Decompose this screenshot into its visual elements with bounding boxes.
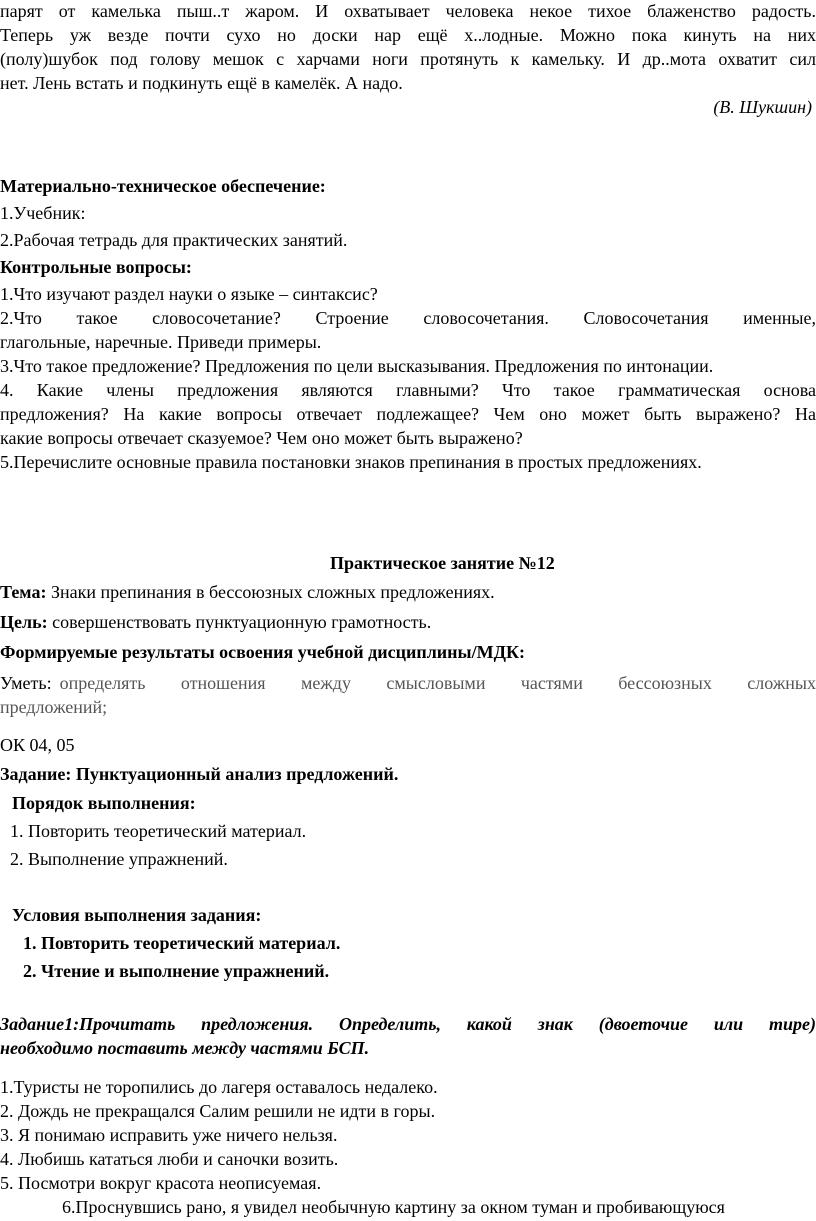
conditions-heading: Условия выполнения задания:: [12, 905, 262, 925]
question-line-7: какие вопросы отвечает сказуемое? Чем оно может быть выражено?: [0, 428, 523, 448]
skill-text-2: предложений;: [0, 697, 108, 717]
task-heading: Задание: Пунктуационный анализ предложений.: [0, 764, 399, 784]
skill-text-1: определять отношения между смысловыми частями бессоюзных сложных: [59, 673, 816, 693]
conditions-item-1: 1. Повторить теоретический материал.: [23, 933, 341, 953]
questions-heading: Контрольные вопросы:: [0, 257, 192, 277]
goal-label: Цель:: [0, 612, 48, 632]
lesson-topic: [0, 580, 495, 604]
goal-text: совершенствовать пунктуационную грамотность.: [47, 612, 432, 632]
order-heading: Порядок выполнения:: [12, 793, 196, 813]
conditions-item-2: 2. Чтение и выполнение упражнений.: [23, 961, 330, 981]
question-line-8: 5.Перечислите основные правила постановки знаков препинания в простых предложениях.: [0, 452, 702, 472]
excerpt-author: (В. Шукшин): [713, 97, 812, 117]
sentence-4: 4. Любишь кататься люби и саночки возить.: [0, 1149, 339, 1169]
excerpt-line-1: парят от камелька пыш..т жаром. И охватывает человека некое тихое блаженство радость.: [0, 1, 816, 21]
sentence-6: 6.Проснувшись рано, я увидел необычную картину за окном туман и пробивающуюся: [62, 1197, 725, 1217]
order-item-1: 1. Повторить теоретический материал.: [10, 821, 307, 841]
exercise-instruction-2: необходимо поставить между частями БСП.: [0, 1038, 370, 1058]
results-heading: Формируемые результаты освоения учебной дисциплины/МДК:: [0, 642, 526, 662]
lesson-title: Практическое занятие №12: [330, 553, 555, 573]
excerpt-line-4: нет. Лень встать и подкинуть ещё в камелёк. А надо.: [0, 73, 403, 93]
materials-heading: Материально-техническое обеспечение:: [0, 176, 326, 196]
lesson-goal: [0, 610, 431, 634]
topic-text: Знаки препинания в бессоюзных сложных предложениях.: [46, 582, 495, 602]
order-item-2: 2. Выполнение упражнений.: [10, 849, 228, 869]
materials-item-1: 1.Учебник:: [0, 203, 86, 223]
materials-item-2: 2.Рабочая тетрадь для практических занятий.: [0, 230, 348, 250]
question-line-6: предложения? На какие вопросы отвечает подлежащее? Чем оно может быть выражено? На: [0, 404, 816, 424]
topic-label: Тема:: [0, 582, 47, 602]
question-line-2: 2.Что такое словосочетание? Строение словосочетания. Словосочетания именные,: [0, 308, 816, 328]
question-line-4: 3.Что такое предложение? Предложения по цели высказывания. Предложения по интонации.: [0, 356, 714, 376]
question-line-1: 1.Что изучают раздел науки о языке – синтаксис?: [0, 284, 378, 304]
ok-codes: ОК 04, 05: [0, 735, 75, 755]
sentence-2: 2. Дождь не прекращался Салим решили не идти в горы.: [0, 1101, 436, 1121]
skill-label: Уметь:: [0, 673, 52, 693]
sentence-3: 3. Я понимаю исправить уже ничего нельзя.: [0, 1125, 338, 1145]
sentence-1: 1.Туристы не торопились до лагеря оставалось недалеко.: [0, 1077, 438, 1097]
excerpt-line-3: (полу)шубок под голову мешок с харчами ноги протянуть к камельку. И др..мота охватит сил: [0, 49, 816, 69]
question-line-3: глагольные, наречные. Приведи примеры.: [0, 332, 322, 352]
skill-line-1: [0, 671, 816, 695]
excerpt-line-2: Теперь уж везде почти сухо но доски нар ещё х..лодные. Можно пока кинуть на них: [0, 25, 816, 45]
question-line-5: 4. Какие члены предложения являются главными? Что такое грамматическая основа: [0, 380, 816, 400]
sentence-5: 5. Посмотри вокруг красота неописуемая.: [0, 1173, 322, 1193]
exercise-instruction-1: Задание1:Прочитать предложения. Определить, какой знак (двоеточие или тире): [0, 1014, 816, 1034]
